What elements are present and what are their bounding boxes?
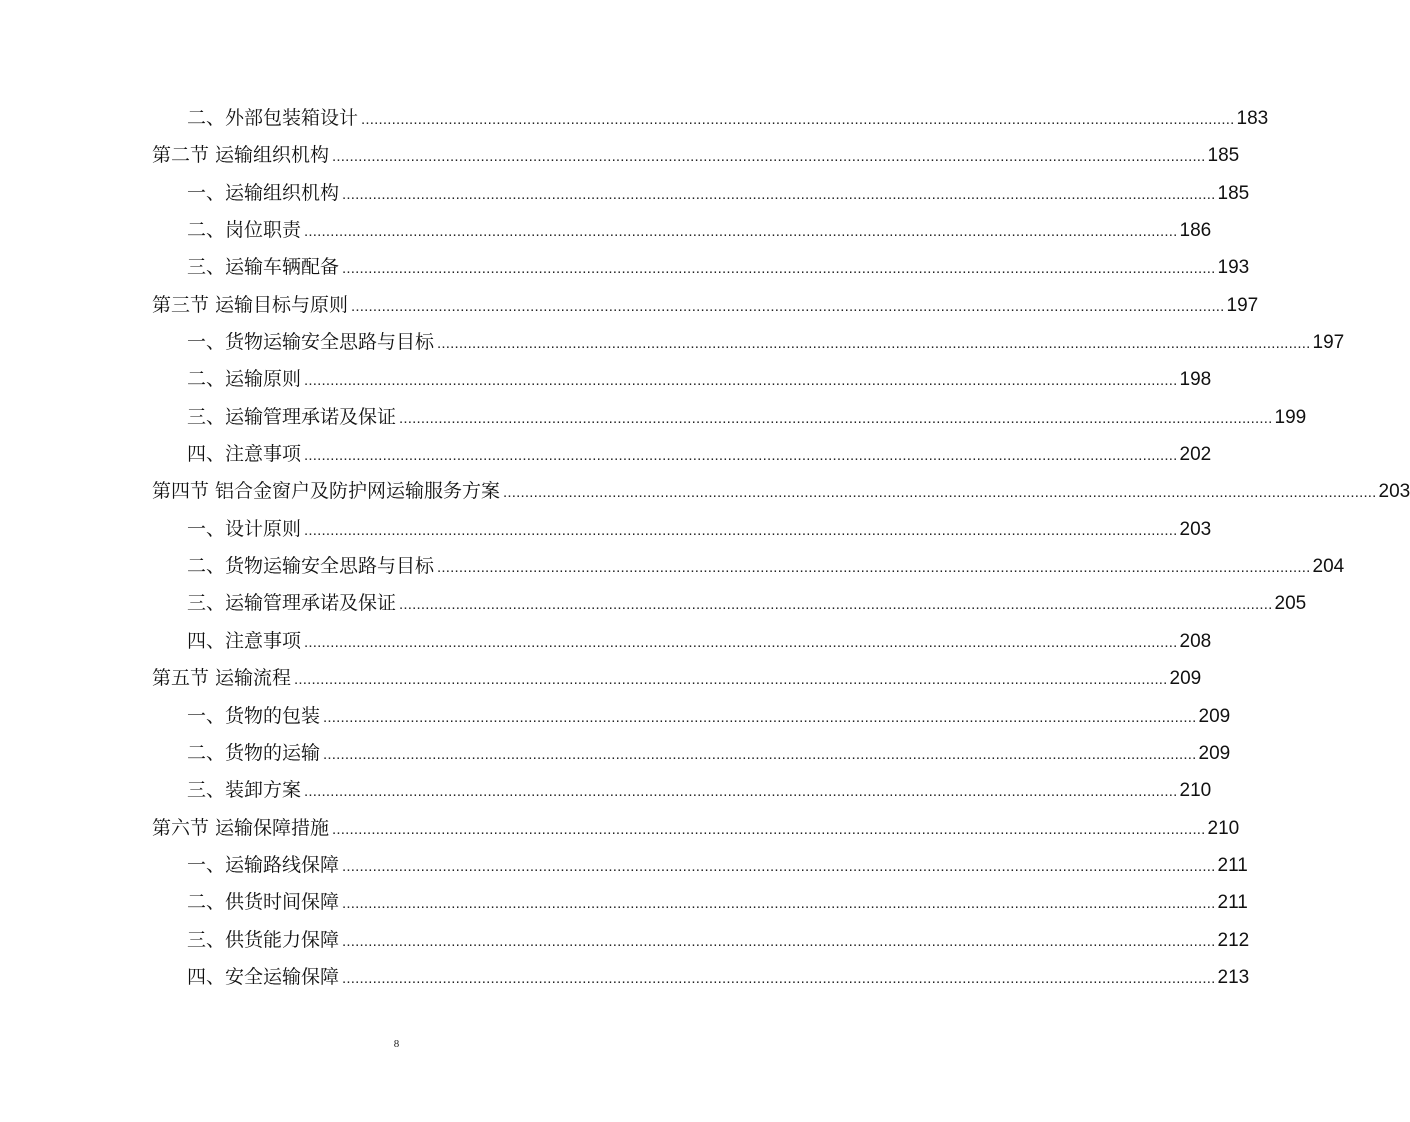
toc-dot-leader: ........................................................................................................................................................................................................ (342, 260, 1216, 278)
toc-entry-title: 四、注意事项 (187, 443, 302, 466)
toc-subsection-entry[interactable] (152, 361, 1212, 398)
toc-entry-title: 第五节 运输流程 (152, 667, 292, 690)
toc-subsection-entry[interactable] (152, 212, 1212, 249)
toc-entry-page: 211 (1217, 892, 1248, 914)
table-of-contents (152, 100, 1410, 996)
toc-dot-leader: ........................................................................................................................................................................................................ (351, 297, 1225, 315)
toc-entry-page: 210 (1179, 780, 1212, 802)
toc-entry-page: 204 (1312, 556, 1345, 578)
toc-subsection-entry[interactable] (152, 175, 1250, 212)
toc-entry-page: 213 (1217, 966, 1250, 988)
toc-dot-leader: ........................................................................................................................................................................................................ (399, 409, 1273, 427)
toc-entry-title: 三、供货能力保障 (187, 928, 340, 951)
toc-subsection-entry[interactable] (152, 772, 1212, 809)
toc-dot-leader: ........................................................................................................................................................................................................ (342, 857, 1216, 875)
toc-entry-page: 197 (1312, 332, 1345, 354)
toc-entry-title: 三、运输管理承诺及保证 (187, 592, 397, 615)
toc-dot-leader: ........................................................................................................................................................................................................ (304, 223, 1178, 241)
toc-entry-title: 一、设计原则 (187, 517, 302, 540)
toc-section-entry[interactable] (152, 137, 1240, 174)
toc-entry-page: 209 (1198, 742, 1231, 764)
toc-dot-leader: ........................................................................................................................................................................................................ (332, 148, 1206, 166)
toc-subsection-entry[interactable] (152, 399, 1307, 436)
toc-entry-title: 一、货物运输安全思路与目标 (187, 331, 435, 354)
toc-entry-title: 一、货物的包装 (187, 704, 321, 727)
toc-entry-title: 二、货物运输安全思路与目标 (187, 555, 435, 578)
toc-entry-title: 第六节 运输保障措施 (152, 816, 330, 839)
toc-entry-title: 三、运输车辆配备 (187, 256, 340, 279)
toc-section-entry[interactable] (152, 473, 1410, 510)
toc-subsection-entry[interactable] (152, 511, 1212, 548)
toc-entry-title: 三、装卸方案 (187, 779, 302, 802)
toc-dot-leader: ........................................................................................................................................................................................................ (332, 820, 1206, 838)
toc-subsection-entry[interactable] (152, 847, 1248, 884)
toc-entry-page: 185 (1217, 182, 1250, 204)
toc-entry-page: 209 (1169, 668, 1202, 690)
toc-entry-title: 一、运输路线保障 (187, 853, 340, 876)
toc-section-entry[interactable] (152, 287, 1259, 324)
toc-dot-leader: ........................................................................................................................................................................................................ (342, 895, 1216, 913)
toc-dot-leader: ........................................................................................................................................................................................................ (503, 484, 1377, 502)
toc-entry-page: 208 (1179, 630, 1212, 652)
toc-entry-page: 203 (1378, 481, 1410, 503)
toc-subsection-entry[interactable] (152, 884, 1248, 921)
toc-dot-leader: ........................................................................................................................................................................................................ (399, 596, 1273, 614)
toc-dot-leader: ........................................................................................................................................................................................................ (304, 633, 1178, 651)
toc-dot-leader: ........................................................................................................................................................................................................ (437, 559, 1311, 577)
toc-dot-leader: ........................................................................................................................................................................................................ (304, 447, 1178, 465)
toc-subsection-entry[interactable] (152, 623, 1212, 660)
toc-subsection-entry[interactable] (152, 922, 1250, 959)
toc-dot-leader: ........................................................................................................................................................................................................ (294, 671, 1168, 689)
toc-entry-title: 第二节 运输组织机构 (152, 144, 330, 167)
toc-entry-title: 一、运输组织机构 (187, 181, 340, 204)
toc-dot-leader: ........................................................................................................................................................................................................ (342, 932, 1216, 950)
toc-entry-page: 198 (1179, 369, 1212, 391)
toc-entry-title: 第三节 运输目标与原则 (152, 293, 349, 316)
toc-entry-page: 185 (1207, 145, 1240, 167)
toc-entry-page: 212 (1217, 929, 1250, 951)
toc-entry-page: 197 (1226, 294, 1259, 316)
toc-section-entry[interactable] (152, 660, 1202, 697)
toc-dot-leader: ........................................................................................................................................................................................................ (342, 185, 1216, 203)
toc-entry-title: 四、安全运输保障 (187, 965, 340, 988)
toc-entry-page: 205 (1274, 593, 1307, 615)
toc-entry-page: 210 (1207, 817, 1240, 839)
toc-entry-title: 二、外部包装箱设计 (187, 107, 359, 129)
toc-dot-leader: ........................................................................................................................................................................................................ (304, 372, 1178, 390)
toc-subsection-entry[interactable] (152, 585, 1307, 622)
toc-subsection-entry[interactable] (152, 249, 1250, 286)
toc-subsection-entry[interactable] (152, 324, 1345, 361)
toc-subsection-entry[interactable] (152, 100, 1269, 137)
toc-entry-title: 二、岗位职责 (187, 219, 302, 242)
toc-entry-title: 三、运输管理承诺及保证 (187, 405, 397, 428)
toc-subsection-entry[interactable] (152, 698, 1231, 735)
toc-dot-leader: ........................................................................................................................................................................................................ (342, 969, 1216, 987)
toc-entry-page: 202 (1179, 444, 1212, 466)
toc-entry-title: 二、供货时间保障 (187, 891, 340, 914)
toc-entry-page: 193 (1217, 257, 1250, 279)
page-number: 8 (393, 1038, 400, 1050)
toc-subsection-entry[interactable] (152, 959, 1250, 996)
toc-subsection-entry[interactable] (152, 735, 1231, 772)
toc-dot-leader: ........................................................................................................................................................................................................ (304, 783, 1178, 801)
toc-entry-page: 199 (1274, 406, 1307, 428)
toc-entry-title: 二、运输原则 (187, 368, 302, 391)
toc-section-entry[interactable] (152, 810, 1240, 847)
toc-entry-page: 186 (1179, 220, 1212, 242)
toc-dot-leader: ........................................................................................................................................................................................................ (323, 708, 1197, 726)
toc-entry-page: 203 (1179, 518, 1212, 540)
toc-entry-page: 211 (1217, 854, 1248, 876)
toc-subsection-entry[interactable] (152, 548, 1345, 585)
toc-dot-leader: ........................................................................................................................................................................................................ (361, 111, 1235, 128)
toc-dot-leader: ........................................................................................................................................................................................................ (323, 745, 1197, 763)
toc-entry-page: 183 (1236, 108, 1269, 129)
toc-entry-page: 209 (1198, 705, 1231, 727)
toc-entry-title: 第四节 铝合金窗户及防护网运输服务方案 (152, 480, 501, 503)
toc-entry-title: 二、货物的运输 (187, 741, 321, 764)
toc-entry-title: 四、注意事项 (187, 629, 302, 652)
toc-subsection-entry[interactable] (152, 436, 1212, 473)
toc-dot-leader: ........................................................................................................................................................................................................ (437, 335, 1311, 353)
toc-dot-leader: ........................................................................................................................................................................................................ (304, 521, 1178, 539)
